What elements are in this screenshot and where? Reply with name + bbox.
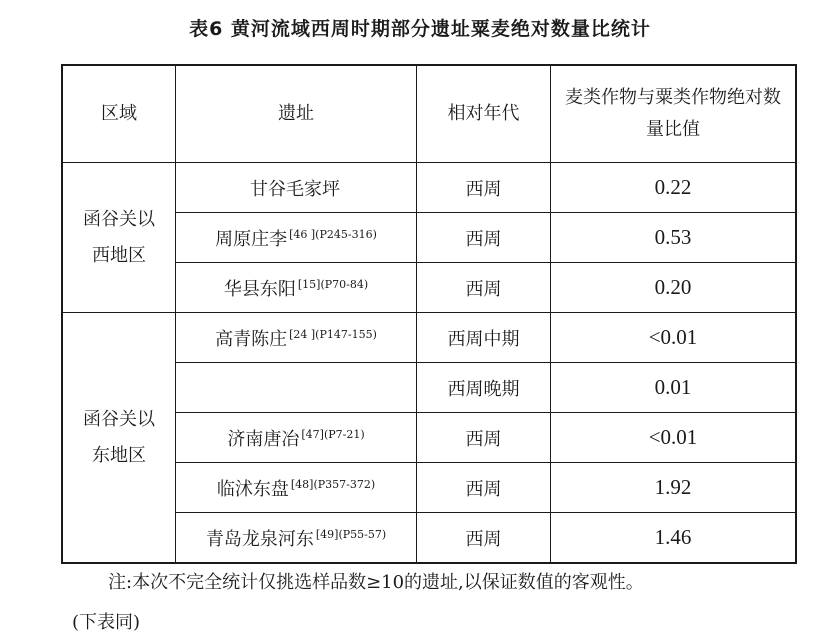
ratio-cell: <0.01: [551, 313, 797, 363]
period-cell: 西周: [417, 213, 551, 263]
site-name: 济南唐冶: [227, 428, 300, 450]
period-cell: 西周: [417, 163, 551, 213]
site-cell: [176, 513, 417, 564]
period-cell: 西周: [417, 513, 551, 564]
region-west-text: 函谷关以西地区: [83, 208, 155, 266]
site-cell: [176, 413, 417, 463]
header-region: 区域: [62, 65, 176, 163]
site-name: 临沭东盘: [216, 478, 289, 500]
data-table: [61, 64, 797, 564]
table-footnote-continued: (下表同): [72, 612, 141, 633]
site-cell: [176, 463, 417, 513]
table-header-row: [62, 65, 796, 163]
header-ratio: [551, 65, 797, 163]
site-ref: [49](P55-57): [315, 527, 387, 541]
header-period: 相对年代: [417, 65, 551, 163]
region-east-text: 函谷关以东地区: [83, 408, 155, 466]
site-ref: [24 ](P147-155): [289, 327, 377, 341]
site-cell: [176, 313, 417, 363]
ratio-cell: <0.01: [551, 413, 797, 463]
ratio-cell: 0.20: [551, 263, 797, 313]
region-cell-east: [62, 313, 176, 564]
site-name: 高青陈庄: [215, 328, 288, 350]
period-cell: 西周: [417, 413, 551, 463]
ratio-cell: 1.92: [551, 463, 797, 513]
ratio-cell: 1.46: [551, 513, 797, 564]
site-cell: [176, 263, 417, 313]
table-footnote: 注:本次不完全统计仅挑选样品数≥10的遗址,以保证数值的客观性。: [108, 572, 644, 593]
site-ref: [48](P357-372): [290, 477, 376, 491]
ratio-cell: 0.01: [551, 363, 797, 413]
period-cell: 西周晚期: [417, 363, 551, 413]
period-cell: 西周: [417, 263, 551, 313]
header-site: 遗址: [176, 65, 417, 163]
ratio-cell: 0.22: [551, 163, 797, 213]
site-name: 周原庄李: [215, 228, 288, 250]
ratio-cell: 0.53: [551, 213, 797, 263]
site-cell: [176, 363, 417, 413]
table-row: [62, 163, 796, 213]
table-title: 表6 黄河流域西周时期部分遗址粟麦绝对数量比统计: [189, 18, 651, 40]
site-ref: [46 ](P245-316): [289, 227, 377, 241]
period-cell: 西周: [417, 463, 551, 513]
header-ratio-text: 麦类作物与粟类作物绝对数量比值: [565, 87, 781, 140]
site-cell: [176, 213, 417, 263]
site-ref: [15](P70-84): [297, 277, 369, 291]
region-cell-west: [62, 163, 176, 313]
period-cell: 西周中期: [417, 313, 551, 363]
site-cell: [176, 163, 417, 213]
table-row: [62, 313, 796, 363]
site-name: 甘谷毛家坪: [250, 178, 340, 200]
site-name: 青岛龙泉河东: [205, 528, 314, 550]
site-name: 华县东阳: [223, 278, 296, 300]
site-ref: [47](P7-21): [301, 427, 365, 441]
